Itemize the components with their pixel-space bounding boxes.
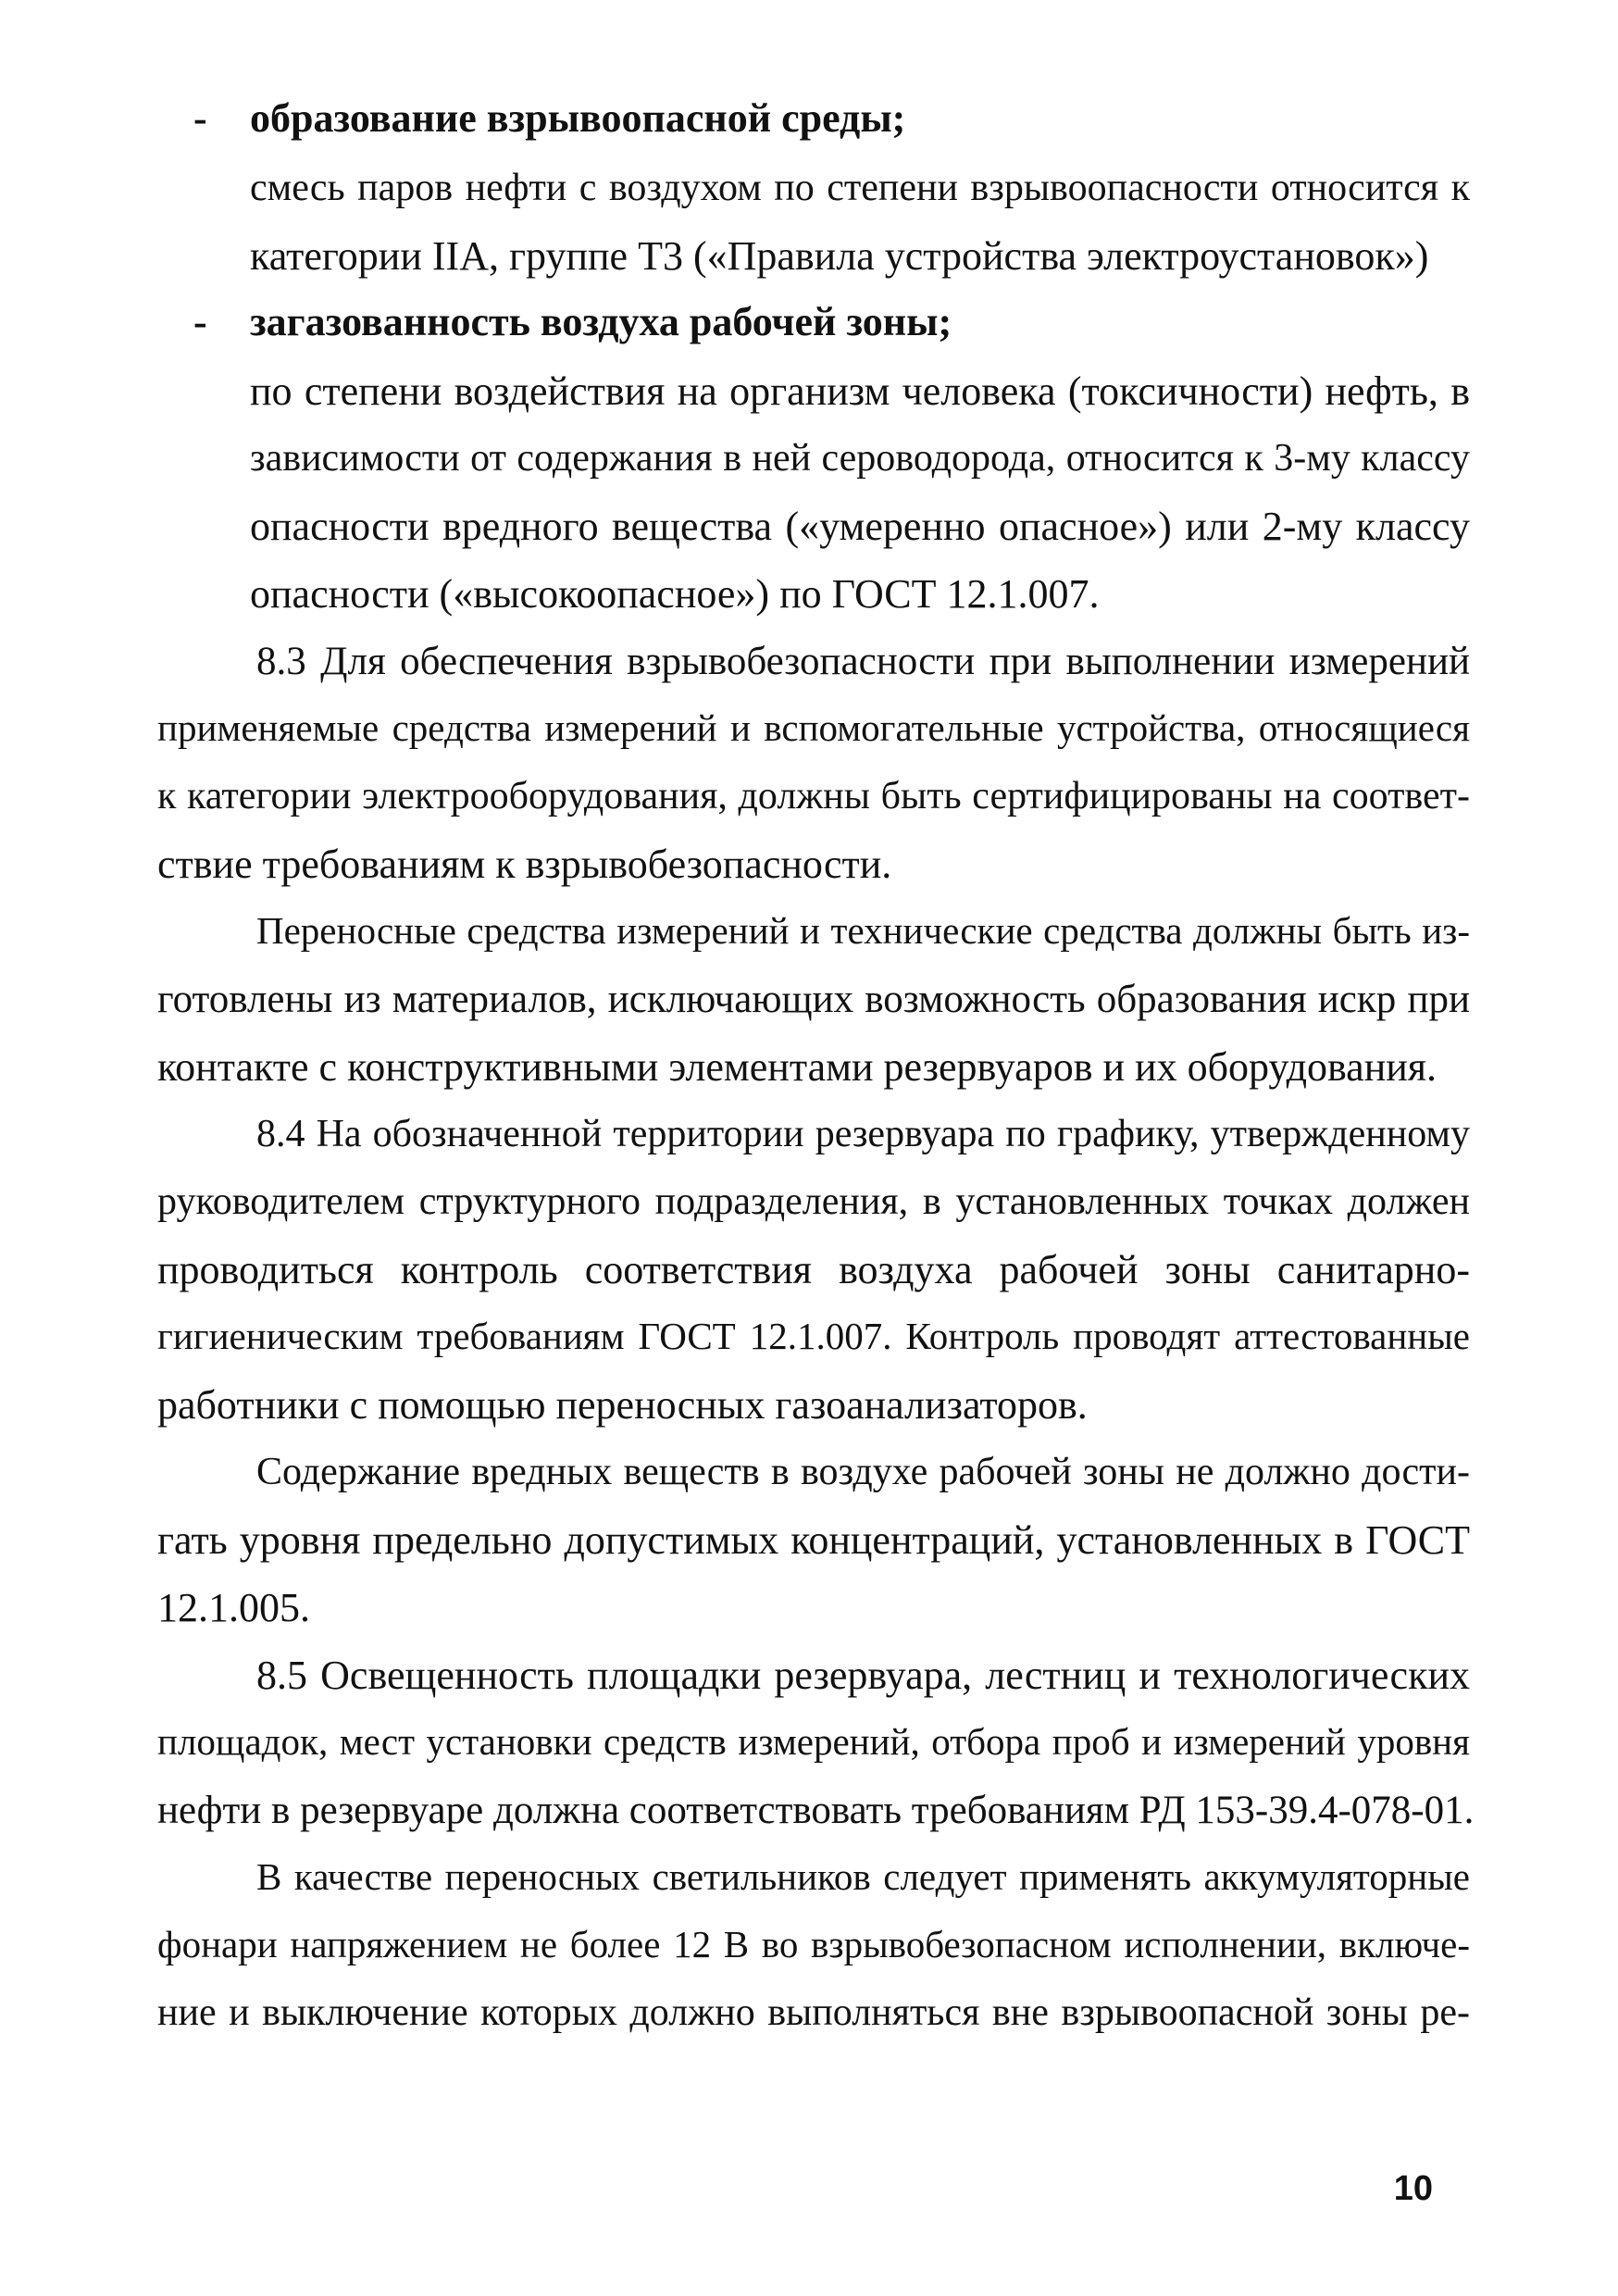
page-number: 10	[1393, 2169, 1433, 2208]
paragraph-8-4-line: 8.4 На обозначенной территории резервуара по графику, утвержденному	[256, 1113, 1470, 1155]
bullet-title: загазованность воздуха рабочей зоны;	[250, 299, 952, 344]
paragraph-8-3-line: применяемые средства измерений и вспомогательные устройства, относящиеся	[157, 706, 1470, 749]
text-line: зависимости от содержания в ней сероводорода, относится к 3-му классу	[250, 437, 1470, 480]
bullet-dash: -	[193, 95, 207, 141]
paragraph-line: контакте с конструктивными элементами резервуаров и их оборудования.	[157, 1044, 1438, 1090]
paragraph-8-4-line: работники с помощью переносных газоанализаторов.	[157, 1382, 1088, 1428]
paragraph-8-3-line: 8.3 Для обеспечения взрывобезопасности при выполнении измерений	[256, 640, 1470, 683]
paragraph-line: В качестве переносных светильников следует применять аккумуляторные	[256, 1855, 1470, 1898]
paragraph-line: Переносные средства измерений и технические средства должны быть из-	[256, 909, 1470, 952]
paragraph-8-5-line: площадок, мест установки средств измерений, отбора проб и измерений уровня	[157, 1720, 1470, 1763]
text-line: смесь паров нефти с воздухом по степени взрывоопасности относится к	[250, 167, 1470, 209]
text-line: опасности вредного вещества («умеренно опасное») или 2-му классу	[250, 504, 1470, 549]
paragraph-8-4-line: руководителем структурного подразделения, в установленных точках должен	[157, 1180, 1470, 1223]
paragraph-line: фонари напряжением не более 12 В во взрывобезопасном исполнении, включе-	[157, 1923, 1470, 1965]
paragraph-8-4-line: проводиться контроль соответствия воздуха рабочей зоны санитарно-	[157, 1247, 1470, 1292]
bullet-title: образование взрывоопасной среды;	[250, 95, 906, 141]
paragraph-8-3-line: к категории электрооборудования, должны быть сертифицированы на соответ-	[157, 775, 1470, 817]
text-line: по степени воздействия на организм человека (токсичности) нефть, в	[250, 368, 1470, 414]
text-line: категории IIА, группе Т3 («Правила устройства электроустановок»)	[250, 233, 1429, 279]
paragraph-line: Содержание вредных веществ в воздухе рабочей зоны не должно дости-	[256, 1451, 1470, 1493]
paragraph-8-3-line: ствие требованиям к взрывобезопасности.	[157, 842, 892, 887]
paragraph-line: гать уровня предельно допустимых концентраций, установленных в ГОСТ	[157, 1517, 1470, 1563]
paragraph-8-5-line: 8.5 Освещенность площадки резервуара, лестниц и технологических	[256, 1653, 1470, 1698]
paragraph-line: готовлены из материалов, исключающих возможность образования искр при	[157, 978, 1470, 1021]
paragraph-line: 12.1.005.	[157, 1585, 310, 1630]
text-line: опасности («высокоопасное») по ГОСТ 12.1.007.	[250, 571, 1100, 617]
paragraph-8-4-line: гигиеническим требованиям ГОСТ 12.1.007. Контроль проводят аттестованные	[157, 1315, 1470, 1357]
bullet-dash: -	[193, 299, 207, 344]
paragraph-8-5-line: нефти в резервуаре должна соответствовать требованиям РД 153-39.4-078-01.	[157, 1789, 1475, 1832]
paragraph-line: ние и выключение которых должно выполняться вне взрывоопасной зоны ре-	[157, 1991, 1470, 2034]
